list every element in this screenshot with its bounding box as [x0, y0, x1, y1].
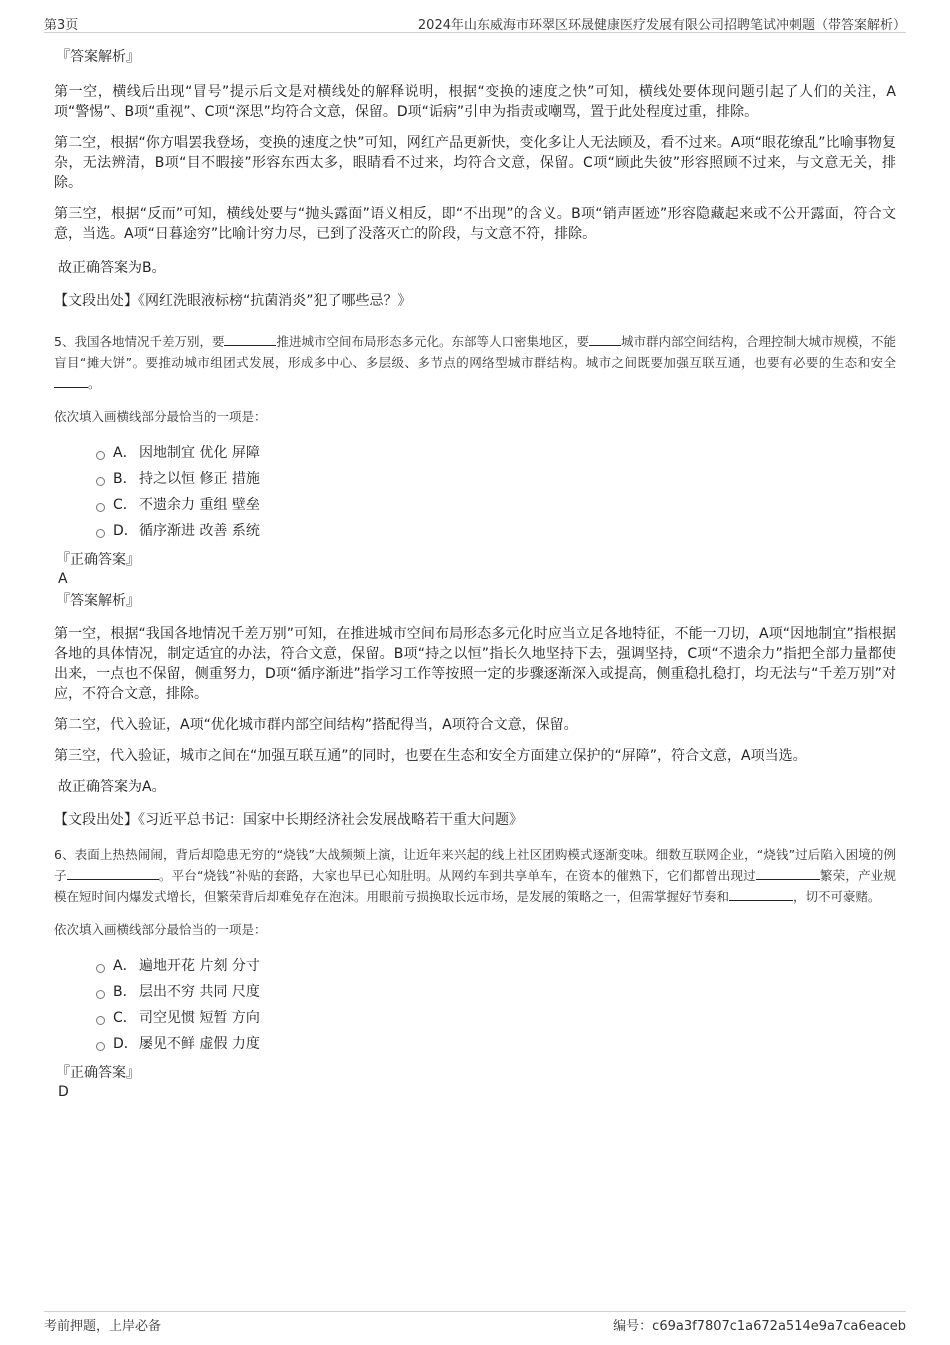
q4-analysis-p2: 第二空，根据“你方唱罢我登场，变换的速度之快”可知，网红产品更新快，变化多让人无法顾及，看不过来。A项“眼花缭乱”比喻事物复杂，无法辨清，B项“目不暇接”形容东西太多，眼睛看不过来，均符合文意，保留。C项“顾此失彼”形容照顾不过来，与文意无关，排除。	[54, 135, 896, 191]
q6-stem-c: 繁荣，产业规模在短时间内爆发式增长，但繁荣背后却难免存在泡沫。用眼前亏损换取长远市场，是发展的策略之一，但需掌握好节奏和	[54, 868, 896, 904]
q5-option-b[interactable]: B． 持之以恒 修正 措施	[96, 466, 896, 492]
q5-stem-c: 城市群内部空间结构，合理控制大城市规模，不能盲目“摊大饼”。要推动城市组团式发展，形成多中心、多层级、多节点的网络型城市群结构。城市之间既要加强互联互通，也要有必要的生态和安全	[54, 334, 896, 370]
q6-option-b[interactable]: B． 层出不穷 共同 尺度	[96, 979, 896, 1005]
footer-slogan: 考前押题，上岸必备	[44, 1319, 162, 1334]
radio-icon[interactable]	[96, 1042, 105, 1051]
q5-option-a[interactable]: A． 因地制宜 优化 屏障	[96, 440, 896, 466]
q6-option-d[interactable]: D． 屡见不鲜 虚假 力度	[96, 1031, 896, 1057]
page-footer	[44, 1311, 906, 1334]
q4-source: 【文段出处】《网红洗眼液标榜“抗菌消炎”犯了哪些忌？》	[54, 293, 412, 309]
q6-stem-d: ，切不可豪赌。	[793, 889, 881, 904]
q5-analysis-p1: 第一空，根据“我国各地情况千差万别”可知，在推进城市空间布局形态多元化时应当立足各地特征，不能一刀切，A项“因地制宜”指根据各地的具体情况，制定适宜的办法，符合文意，保留。B项“持之以恒”指长久地坚持下去，强调坚持，C项“不遗余力”指把全部力量都使出来，一点也不保留，侧重努力，D项“循序渐进”指学习工作等按照一定的步骤逐渐深入或提高，侧重稳扎稳打，均无法与“千差万别”对应，不符合文意，排除。	[54, 626, 896, 702]
q5-conclusion: 故正确答案为A。	[58, 779, 166, 795]
q4-conclusion: 故正确答案为B。	[58, 260, 166, 276]
q4-analysis-p1: 第一空，横线后出现“冒号”提示后文是对横线处的解释说明，根据“变换的速度之快”可知，横线处要体现问题引起了人们的关注，A项“警惕”、B项“重视”、C项“深思”均符合文意，保留。D项“诟病”引申为指责或嘲骂，置于此处程度过重，排除。	[54, 84, 896, 120]
q6-stem	[54, 844, 896, 907]
q5-stem-a: 5、我国各地情况千差万别，要	[54, 334, 225, 349]
document-title: 2024年山东威海市环翠区环晟健康医疗发展有限公司招聘笔试冲刺题（带答案解析）	[417, 18, 906, 33]
document-code: 编号：c69a3f7807c1a672a514e9a7ca6eaceb	[613, 1319, 906, 1334]
q6-options	[54, 953, 896, 1057]
radio-icon[interactable]	[96, 451, 105, 460]
analysis-label: 『答案解析』	[56, 49, 140, 65]
correct-answer-label: 『正确答案』	[56, 1065, 140, 1081]
q5-analysis-p2: 第二空，代入验证，A项“优化城市群内部空间结构”搭配得当，A项符合文意，保留。	[54, 717, 578, 733]
page-content	[54, 44, 896, 1101]
q6-blank-1	[67, 866, 159, 880]
radio-icon[interactable]	[96, 964, 105, 973]
q5-option-c[interactable]: C． 不遗余力 重组 壁垒	[96, 492, 896, 518]
analysis-label: 『答案解析』	[56, 593, 140, 609]
q6-stem-a: 6、表面上热热闹闹，背后却隐患无穷的“烧钱”大战频频上演，让近年来兴起的线上社区团购模式逐渐变味。细数互联网企业，“烧钱”过后陷入困境的例子	[54, 847, 896, 883]
q5-stem-b: 推进城市空间布局形态多元化。东部等人口密集地区，要	[276, 334, 589, 349]
page-number: 第3页	[44, 18, 79, 33]
q5-source: 【文段出处】《习近平总书记：国家中长期经济社会发展战略若干重大问题》	[54, 812, 523, 828]
q6-prompt: 依次填入画横线部分最恰当的一项是：	[54, 922, 267, 937]
q5-blank-3	[54, 374, 88, 388]
q5-option-d[interactable]: D． 循序渐进 改善 系统	[96, 518, 896, 544]
radio-icon[interactable]	[96, 529, 105, 538]
radio-icon[interactable]	[96, 990, 105, 999]
q5-blank-1	[224, 332, 276, 346]
q4-analysis-p3: 第三空，根据“反而”可知，横线处要与“抛头露面”语义相反，即“不出现”的含义。B项“销声匿迹”形容隐藏起来或不公开露面，符合文意，当选。A项“日暮途穷”比喻计穷力尽，已到了没落灭亡的阶段，与文意不符，排除。	[54, 206, 896, 242]
q6-answer: D	[58, 1084, 69, 1100]
correct-answer-label: 『正确答案』	[56, 552, 140, 568]
q5-answer: A	[58, 571, 68, 587]
radio-icon[interactable]	[96, 1016, 105, 1025]
q6-blank-2	[756, 866, 820, 880]
q6-stem-b: 。平台“烧钱”补贴的套路，大家也早已心知肚明。从网约车到共享单车，在资本的催熟下，它们都曾出现过	[158, 868, 756, 883]
q5-stem	[54, 331, 896, 394]
q5-stem-d: 。	[88, 376, 101, 391]
q6-blank-3	[729, 887, 793, 901]
q6-option-c[interactable]: C． 司空见惯 短暂 方向	[96, 1005, 896, 1031]
q5-analysis-p3: 第三空，代入验证，城市之间在“加强互联互通”的同时，也要在生态和安全方面建立保护的“屏障”，符合文意，A项当选。	[54, 748, 807, 764]
q5-blank-2	[589, 332, 621, 346]
q5-prompt: 依次填入画横线部分最恰当的一项是：	[54, 409, 267, 424]
page-header	[44, 12, 906, 33]
radio-icon[interactable]	[96, 503, 105, 512]
q6-option-a[interactable]: A． 遍地开花 片刻 分寸	[96, 953, 896, 979]
q5-options	[54, 440, 896, 544]
radio-icon[interactable]	[96, 477, 105, 486]
